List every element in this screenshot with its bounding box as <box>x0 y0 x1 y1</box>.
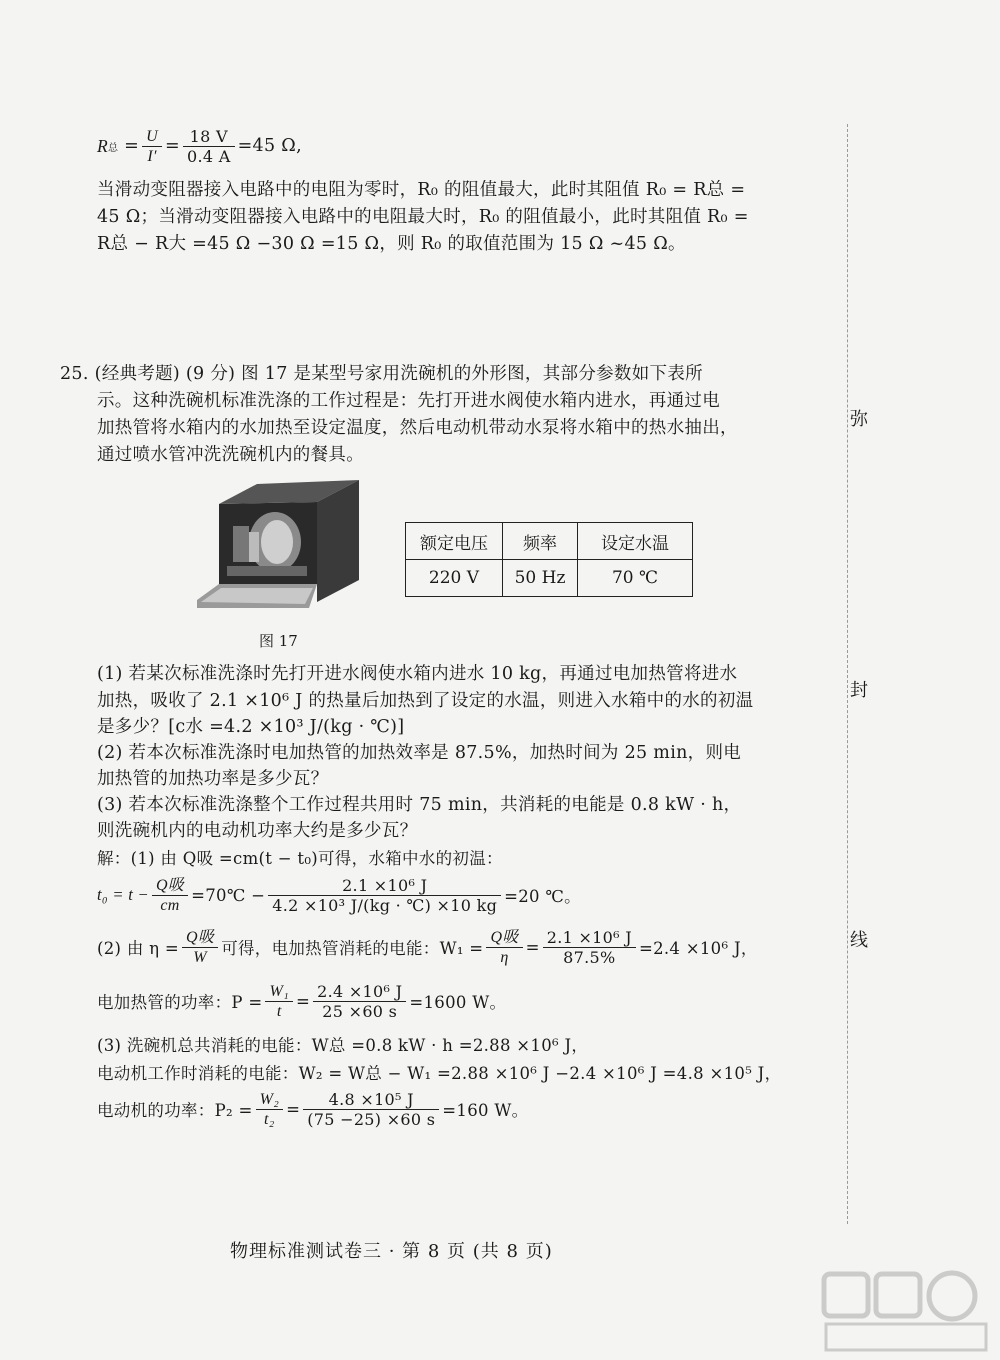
fraction-initial-temp: $\frac{\text{2.1 ×10⁶ J}}{\text{4.2 ×10³ J/(kg · ℃) ×10 kg}}$ <box>268 876 501 915</box>
fraction-values: $\frac{18 V}{0.4 A}$ <box>183 127 235 166</box>
table-cell: 70 ℃ <box>578 560 693 597</box>
q25-line-4: 通过喷水管冲洗洗碗机内的餐具。 <box>97 445 364 465</box>
watermark-graphic <box>820 1270 995 1355</box>
fraction-w2-over-t2: $\frac{\text{W₂}}{\text{t₂}}$ <box>256 1090 284 1129</box>
binding-char-feng: 封 <box>850 680 868 701</box>
solution-1-line-1: 解：(1) 由 Q吸 =cm(t − t₀)可得，水箱中水的初温： <box>97 849 503 868</box>
fraction-energy: $\frac{\text{2.1 ×10⁶ J}}{87.5\%}$ <box>543 928 636 967</box>
table-header-cell: 额定电压 <box>406 523 503 560</box>
sub1-line-3: 是多少？[c水 =4.2 ×10³ J/(kg · ℃)] <box>97 717 405 737</box>
dishwasher-figure <box>197 480 363 612</box>
binding-char-mi: 弥 <box>850 409 868 430</box>
formula-lhs-sub: 总 <box>108 142 119 154</box>
binding-dashed-line <box>847 124 848 1224</box>
q25-line-1: 25. (经典考题) (9 分) 图 17 是某型号家用洗碗机的外形图，其部分参数如下表所 <box>60 364 703 384</box>
parameter-table <box>405 522 693 597</box>
prev-text-line-3: 45 Ω；当滑动变阻器接入电路中的电阻最大时，R₀ 的阻值最小，此时其阻值 R₀ = <box>97 207 749 227</box>
figure-caption: 图 17 <box>259 632 298 650</box>
table-row <box>406 560 693 597</box>
table-header-row <box>406 523 693 560</box>
q25-line-2: 示。这种洗碗机标准洗涤的工作过程是：先打开进水阀使水箱内进水，再通过电 <box>97 391 720 411</box>
solution-2-formula-2: 电加热管的功率：P = $\frac{\text{W₁}}{t}$ = $\frac{\text{2.4 ×10⁶ J}}{25 \times 60 s}$ =1600 W。 <box>97 981 507 1021</box>
prev-text-line-4: R总 − R大 =45 Ω −30 Ω =15 Ω，则 R₀ 的取值范围为 15 Ω ~45 Ω。 <box>97 234 686 254</box>
q25-line-3: 加热管将水箱内的水加热至设定温度，然后电动机带动水泵将水箱中的热水抽出， <box>97 418 738 438</box>
sub2-line-1: (2) 若本次标准洗涤时电加热管的加热效率是 87.5%，加热时间为 25 min，则电 <box>97 743 742 763</box>
table-header-cell: 频率 <box>503 523 578 560</box>
prev-formula-line: R 总 = $\frac{U}{I'}$ = $\frac{18 V}{0.4 A}$ =45 Ω, <box>97 126 302 166</box>
sub3-line-2: 则洗碗机内的电动机功率大约是多少瓦？ <box>97 821 418 841</box>
sub2-line-2: 加热管的加热功率是多少瓦？ <box>97 769 329 789</box>
prev-text-line-2: 当滑动变阻器接入电路中的电阻为零时，R₀ 的阻值最大，此时其阻值 R₀ = R总 = <box>97 180 746 200</box>
table-cell: 220 V <box>406 560 503 597</box>
page-footer: 物理标准测试卷三 · 第 8 页 (共 8 页) <box>230 1241 553 1262</box>
fraction-heater-power: $\frac{\text{2.4 ×10⁶ J}}{25 \times 60 s}$ <box>313 982 406 1021</box>
fraction-motor-power: $\frac{\text{4.8 ×10⁵ J}}{(75 -25) \times 60 s}$ <box>303 1090 439 1129</box>
fraction-u-over-i: $\frac{U}{I'}$ <box>142 127 162 166</box>
solution-1-formula: t₀ = t − $\frac{\text{Q吸}}{cm}$ =70℃ − $\frac{\text{2.1 ×10⁶ J}}{\text{4.2 ×10³ J/(kg · ℃) ×10 kg}}$ =20 ℃。 <box>97 875 581 915</box>
solution-3-line-1: (3) 洗碗机总共消耗的电能：W总 =0.8 kW · h =2.88 ×10⁶ J， <box>97 1036 589 1055</box>
watermark-logo <box>820 1270 995 1355</box>
table-cell: 50 Hz <box>503 560 578 597</box>
dishwasher-photo <box>197 480 363 612</box>
sub1-line-2: 加热，吸收了 2.1 ×10⁶ J 的热量后加热到了设定的水温，则进入水箱中的水的初温 <box>97 691 754 711</box>
sub3-line-1: (3) 若本次标准洗涤整个工作过程共用时 75 min，共消耗的电能是 0.8 kW · h， <box>97 795 742 815</box>
sub1-line-1: (1) 若某次标准洗涤时先打开进水阀使水箱内进水 10 kg，再通过电加热管将进水 <box>97 664 738 684</box>
binding-char-xian: 线 <box>850 930 868 951</box>
table-header-cell: 设定水温 <box>578 523 693 560</box>
formula-result: =45 Ω, <box>237 136 302 156</box>
fraction-q-over-eta: $\frac{\text{Q吸}}{\eta}$ <box>486 928 522 967</box>
fraction-q-over-cm: $\frac{\text{Q吸}}{cm}$ <box>152 876 188 915</box>
solution-3-formula: 电动机的功率：P₂ = $\frac{\text{W₂}}{\text{t₂}}$ = $\frac{\text{4.8 ×10⁵ J}}{(75 -25) \times 60 s}$ =160 W。 <box>97 1089 529 1129</box>
formula-lhs: R <box>97 135 108 156</box>
solution-3-line-2: 电动机工作时消耗的电能：W₂ = W总 − W₁ =2.88 ×10⁶ J −2.4 ×10⁶ J =4.8 ×10⁵ J， <box>97 1064 782 1083</box>
fraction-w1-over-t: $\frac{\text{W₁}}{t}$ <box>265 982 293 1021</box>
solution-2-formula-1: (2) 由 η = $\frac{\text{Q吸}}{W}$ 可得，电加热管消耗的电能：W₁ = $\frac{\text{Q吸}}{\eta}$ = $\frac{\text{2.1 ×10⁶ J}}{87.5\%}$ =2.4 ×10⁶ J， <box>97 927 758 967</box>
fraction-q-over-w: $\frac{\text{Q吸}}{W}$ <box>182 928 218 967</box>
